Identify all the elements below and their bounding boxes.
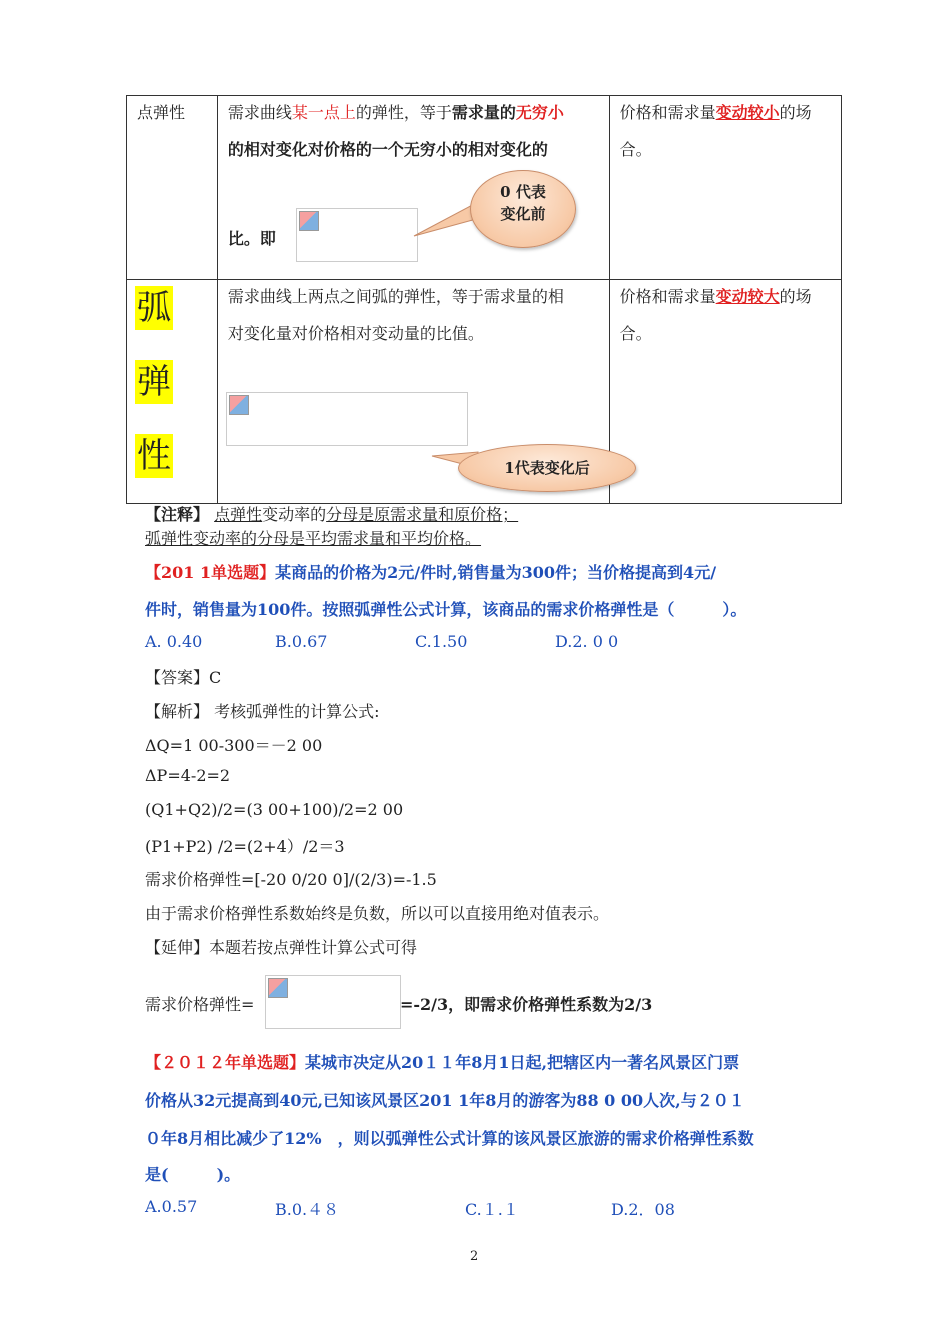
q1-option: D.2. 0 0 bbox=[555, 632, 619, 651]
arc-label-char: 弹 bbox=[137, 362, 171, 402]
q1-tag: 【201 1单选题】 bbox=[145, 563, 276, 582]
q2-text: 某城市决定从20１１年8月1日起,把辖区内一著名风景区门票 bbox=[305, 1053, 740, 1072]
arc-elasticity-usage-line2: 合。 bbox=[619, 324, 652, 343]
q2-tag: 【２０１２年单选题】 bbox=[145, 1053, 306, 1072]
usage-text: 价格和需求量 bbox=[619, 103, 716, 122]
q2-line4: 是( )。 bbox=[145, 1165, 241, 1184]
point-elasticity-label: 点弹性 bbox=[137, 103, 186, 122]
point-elasticity-label-cell bbox=[127, 96, 218, 280]
q2-option: D.2．08 bbox=[611, 1200, 675, 1219]
callout-line: 变化前 bbox=[500, 205, 546, 223]
note-line1 bbox=[145, 504, 518, 526]
callout-after-change: 1代表变化后 bbox=[458, 444, 636, 492]
point-elasticity-formula-image bbox=[296, 208, 418, 262]
point-elasticity-definition-line3: 比。即 bbox=[227, 229, 276, 248]
q2-line1 bbox=[145, 1050, 739, 1073]
note-text: 变动率的分母是平均需求量和平均价格。 bbox=[193, 529, 482, 548]
elasticity-table bbox=[126, 95, 842, 504]
point-elasticity-usage bbox=[610, 96, 841, 128]
note-text: 分母是原需求量和原价格； bbox=[326, 505, 519, 524]
note-tag: 【注释】 bbox=[145, 505, 210, 524]
q1-formula-post: =-2/3，即需求价格弹性系数为2/3 bbox=[400, 995, 653, 1014]
q1-line1 bbox=[145, 560, 716, 583]
arc-elasticity-label-cell bbox=[127, 280, 218, 504]
q2-option: C.１.１ bbox=[465, 1200, 519, 1219]
q1-step: ΔP=4-2=2 bbox=[145, 766, 231, 785]
q2-line3: ０年8月相比减少了12% ，则以弧弹性公式计算的该风景区旅游的需求价格弹性系数 bbox=[145, 1129, 754, 1148]
broken-image-icon bbox=[268, 978, 288, 998]
q1-step: ΔQ=1 00-300＝－2 00 bbox=[145, 736, 323, 755]
q1-option: B.0.67 bbox=[275, 632, 328, 651]
q1-step: 由于需求价格弹性系数始终是负数，所以可以直接用绝对值表示。 bbox=[145, 904, 610, 923]
q1-step: (P1+P2) /2=(2+4）/2＝3 bbox=[145, 837, 345, 856]
page-number: 2 bbox=[470, 1249, 479, 1264]
usage-red-text: 变动较大 bbox=[715, 287, 780, 306]
q1-extend: 【延伸】本题若按点弹性计算公式可得 bbox=[145, 938, 418, 957]
usage-text: 的场 bbox=[779, 287, 812, 306]
q1-option: A. 0.40 bbox=[145, 632, 203, 651]
note-text: 弧弹性 bbox=[145, 529, 194, 548]
arc-elasticity-definition-line2: 对变化量对价格相对变动量的比值。 bbox=[227, 324, 484, 343]
def-red-text: 某一点上 bbox=[291, 103, 356, 122]
usage-text: 价格和需求量 bbox=[619, 287, 716, 306]
q1-analysis: 【解析】 考核弧弹性的计算公式: bbox=[145, 702, 380, 721]
usage-text: 的场 bbox=[779, 103, 812, 122]
arc-elasticity-usage bbox=[610, 280, 841, 312]
def-red-bold-text: 无穷小 bbox=[515, 103, 564, 122]
q1-step: 需求价格弹性=[-20 0/20 0]/(2/3)=-1.5 bbox=[145, 870, 437, 889]
point-elasticity-calc-image bbox=[265, 975, 401, 1029]
arc-elasticity-definition-line1: 需求曲线上两点之间弧的弹性，等于需求量的相 bbox=[227, 287, 564, 306]
q1-answer: 【答案】C bbox=[145, 668, 222, 687]
q2-option: A.0.57 bbox=[145, 1197, 198, 1216]
broken-image-icon bbox=[229, 395, 249, 415]
q1-line2: 件时，销售量为100件。按照弧弹性公式计算，该商品的需求价格弹性是（ ）。 bbox=[145, 600, 747, 619]
callout-line: 0 代表 bbox=[500, 183, 546, 201]
arc-elasticity-label bbox=[127, 280, 217, 478]
def-bold-text: 需求量的 bbox=[451, 103, 516, 122]
q1-formula-pre: 需求价格弹性= bbox=[145, 995, 255, 1014]
point-elasticity-usage-cell bbox=[609, 96, 841, 280]
arc-elasticity-usage-cell bbox=[609, 280, 841, 504]
point-elasticity-definition-line2: 的相对变化对价格的一个无穷小的相对变化的 bbox=[227, 140, 548, 159]
q2-line2: 价格从32元提高到40元,已知该风景区201 1年8月的游客为88 0 00人次,与２０１ bbox=[145, 1091, 745, 1110]
q1-step: (Q1+Q2)/2=(3 00+100)/2=2 00 bbox=[145, 800, 404, 819]
broken-image-icon bbox=[299, 211, 319, 231]
def-text: 的弹性，等于 bbox=[355, 103, 452, 122]
def-text: 需求曲线 bbox=[227, 103, 292, 122]
q1-text: 某商品的价格为2元/件时,销售量为300件；当价格提高到4元/ bbox=[275, 563, 717, 582]
note-line2 bbox=[145, 528, 481, 550]
arc-label-char: 弧 bbox=[137, 288, 171, 328]
callout-before-change bbox=[470, 170, 576, 248]
q1-option: C.1.50 bbox=[415, 632, 468, 651]
note-text: 点弹性 bbox=[214, 505, 263, 524]
point-elasticity-usage-line2: 合。 bbox=[619, 140, 652, 159]
usage-red-text: 变动较小 bbox=[715, 103, 780, 122]
arc-elasticity-formula-image bbox=[226, 392, 468, 446]
note-text: 变动率的 bbox=[262, 505, 327, 524]
q2-option: B.0.４８ bbox=[275, 1200, 340, 1219]
point-elasticity-definition bbox=[218, 96, 609, 128]
arc-label-char: 性 bbox=[137, 436, 171, 476]
